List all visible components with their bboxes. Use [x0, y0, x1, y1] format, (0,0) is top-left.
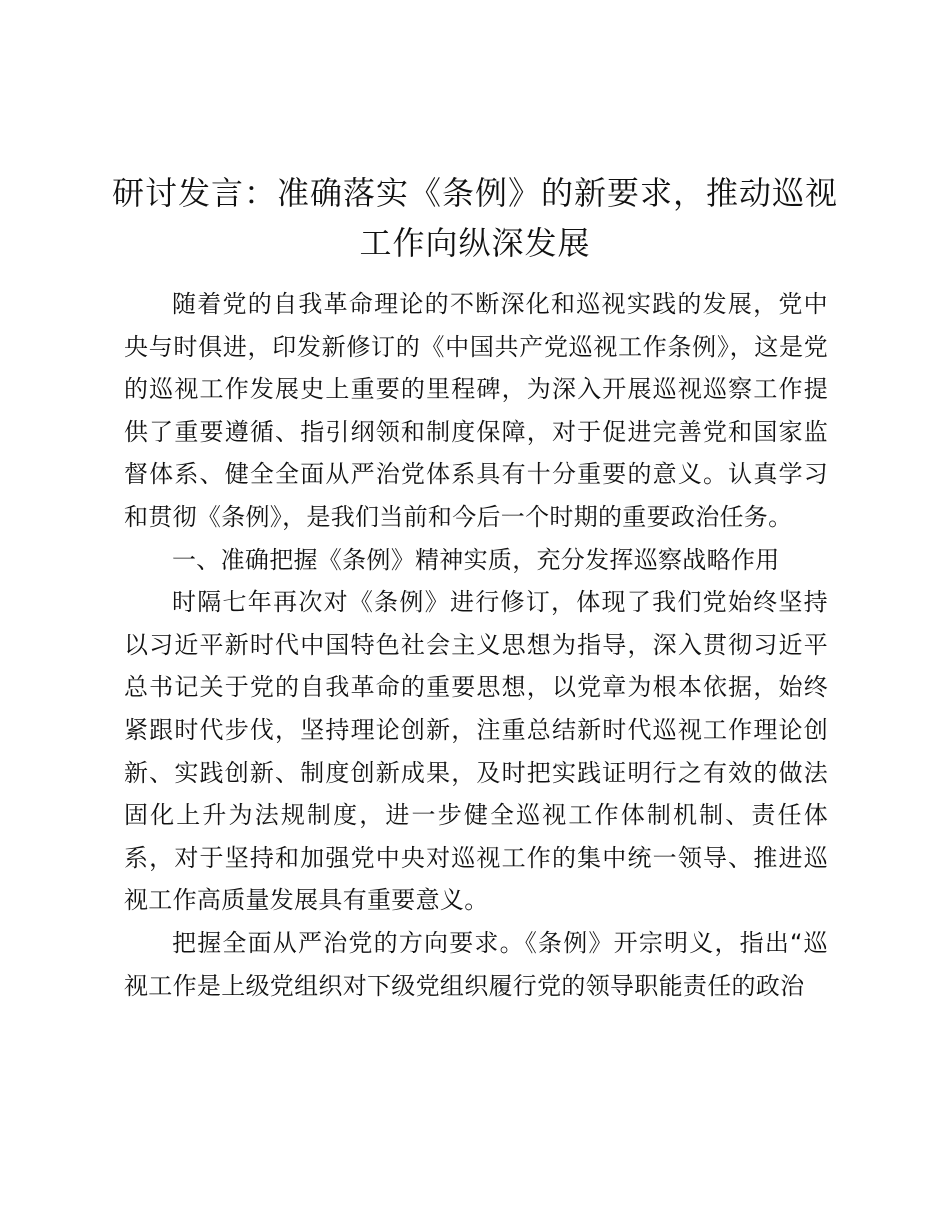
paragraph-section-1: 时隔七年再次对《条例》进行修订，体现了我们党始终坚持以习近平新时代中国特色社会主义思想为指导，深入贯彻习近平总书记关于党的自我革命的重要思想，以党章为根本依据，始终紧跟时代步伐，坚持理论创新，注重总结新时代巡视工作理论创新、实践创新、制度创新成果，及时把实践证明行之有效的做法固化上升为法规制度，进一步健全巡视工作体制机制、责任体系，对于坚持和加强党中央对巡视工作的集中统一领导、推进巡视工作高质量发展具有重要意义。 — [124, 588, 828, 915]
paragraph-direction: 把握全面从严治党的方向要求。《条例》开宗明义，指出“巡视工作是上级党组织对下级党组织履行党的领导职能责任的政治 — [124, 928, 828, 1000]
document-body — [124, 283, 828, 1007]
paragraph-intro: 随着党的自我革命理论的不断深化和巡视实践的发展，党中央与时俱进，印发新修订的《中国共产党巡视工作条例》，这是党的巡视工作发展史上重要的里程碑，为深入开展巡视巡察工作提供了重要遵循、指引纲领和制度保障，对于促进完善党和国家监督体系、健全全面从严治党体系具有十分重要的意义。认真学习和贯彻《条例》，是我们当前和今后一个时期的重要政治任务。 — [124, 290, 828, 531]
section-heading-1: 一、准确把握《条例》精神实质，充分发挥巡察战略作用 — [172, 545, 780, 574]
document-title: 研讨发言：准确落实《条例》的新要求，推动巡视工作向纵深发展 — [111, 174, 838, 262]
